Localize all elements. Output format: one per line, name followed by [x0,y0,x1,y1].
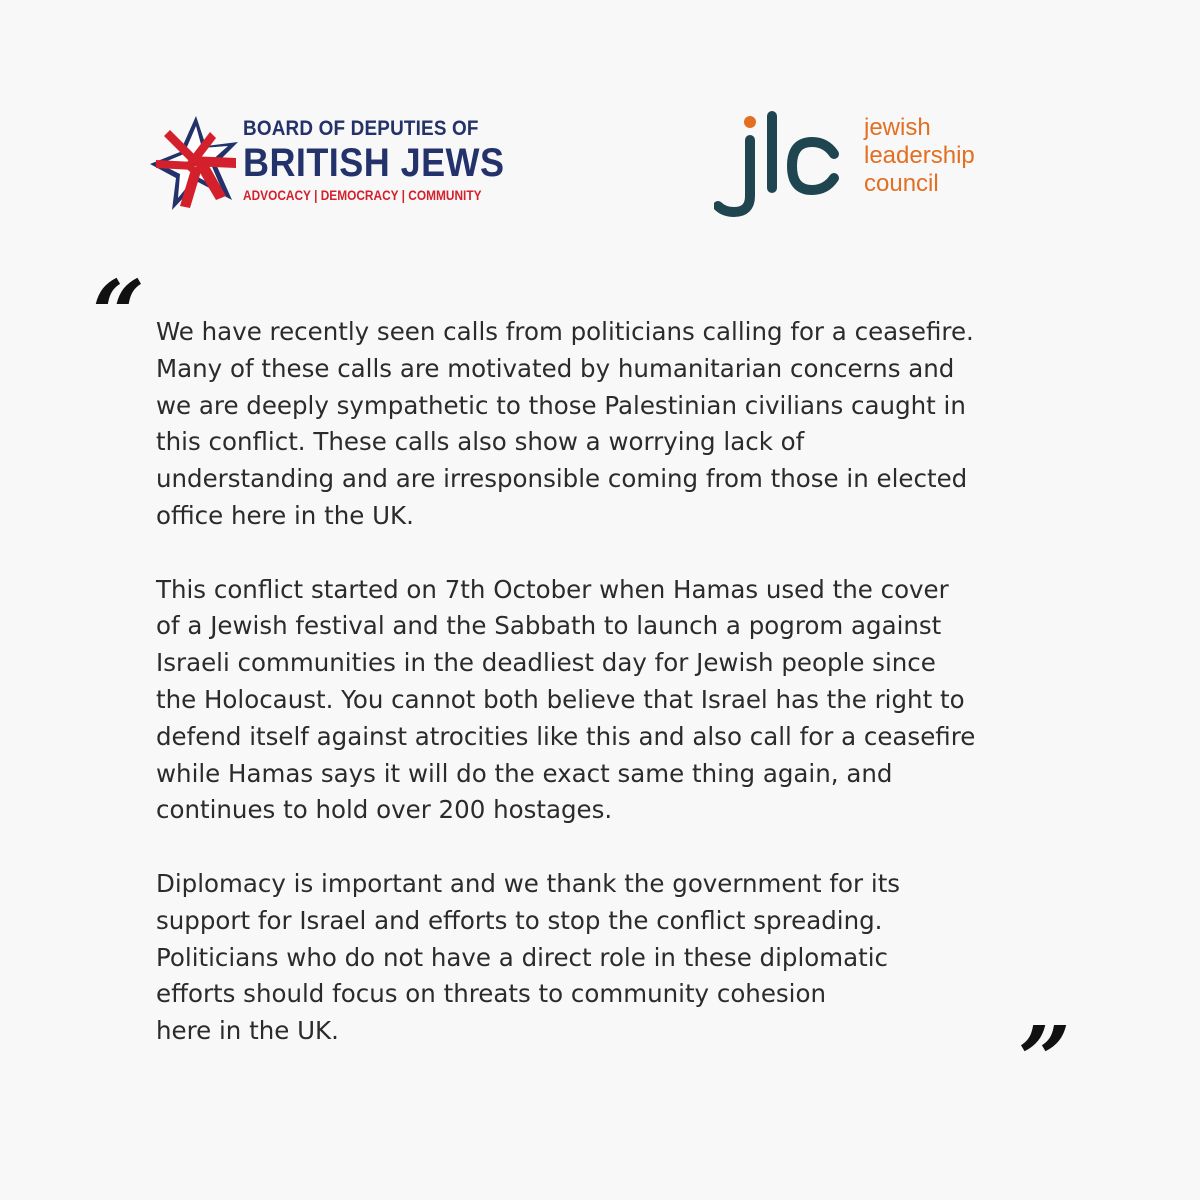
paragraph-line: while Hamas says it will do the exact same thing again, and [156,758,893,788]
paragraph-line: Many of these calls are motivated by humanitarian concerns and [156,353,955,383]
open-quote-icon: “ [92,260,145,368]
union-star-icon [150,112,242,212]
paragraph-line: This conflict started on 7th October when Hamas used the cover [156,574,949,604]
paragraph-line: Diplomacy is important and we thank the government for its [156,868,901,898]
paragraph-line: of a Jewish festival and the Sabbath to launch a pogrom against [156,611,942,641]
jlc-word-jewish: jewish [864,114,931,141]
jlc-word-leadership: leadership [864,142,975,169]
board-of-deputies-logo [150,112,510,212]
paragraph-line: we are deeply sympathetic to those Palestinian civilians caught in [156,390,966,420]
paragraph-line: understanding and are irresponsible coming from those in elected [156,464,968,494]
paragraph-line: office here in the UK. [156,500,414,530]
bod-title-line1: BOARD OF DEPUTIES OF [243,117,479,140]
paragraph-line: efforts should focus on threats to community cohesion [156,979,826,1009]
jlc-logo [714,110,1014,220]
paragraph-line: Politicians who do not have a direct role in these diplomatic [156,942,889,972]
paragraph-line: Israeli communities in the deadliest day for Jewish people since [156,648,936,678]
close-quote-icon: ” [1018,1006,1071,1114]
statement-paragraph-3 [156,866,1056,1050]
paragraph-line: support for Israel and efforts to stop the conflict spreading. [156,905,883,935]
board-of-deputies-wordmark [243,117,508,207]
bod-tagline: ADVOCACY | DEMOCRACY | COMMUNITY [243,188,482,203]
statement-body [156,314,1056,1087]
paragraph-line: We have recently seen calls from politicians calling for a ceasefire. [156,317,974,346]
paragraph-line: continues to hold over 200 hostages. [156,795,613,825]
paragraph-line: defend itself against atrocities like this and also call for a ceasefire [156,721,976,751]
paragraph-line: the Holocaust. You cannot both believe that Israel has the right to [156,684,965,714]
statement-paragraph-2 [156,572,1056,830]
jlc-monogram-icon [714,110,844,220]
bod-title-line2: BRITISH JEWS [243,141,505,185]
jlc-word-council: council [864,170,939,197]
paragraph-line: this conflict. These calls also show a worrying lack of [156,427,805,457]
jlc-wordmark [864,114,975,198]
statement-paragraph-1 [156,314,1056,535]
paragraph-line: here in the UK. [156,1016,339,1046]
